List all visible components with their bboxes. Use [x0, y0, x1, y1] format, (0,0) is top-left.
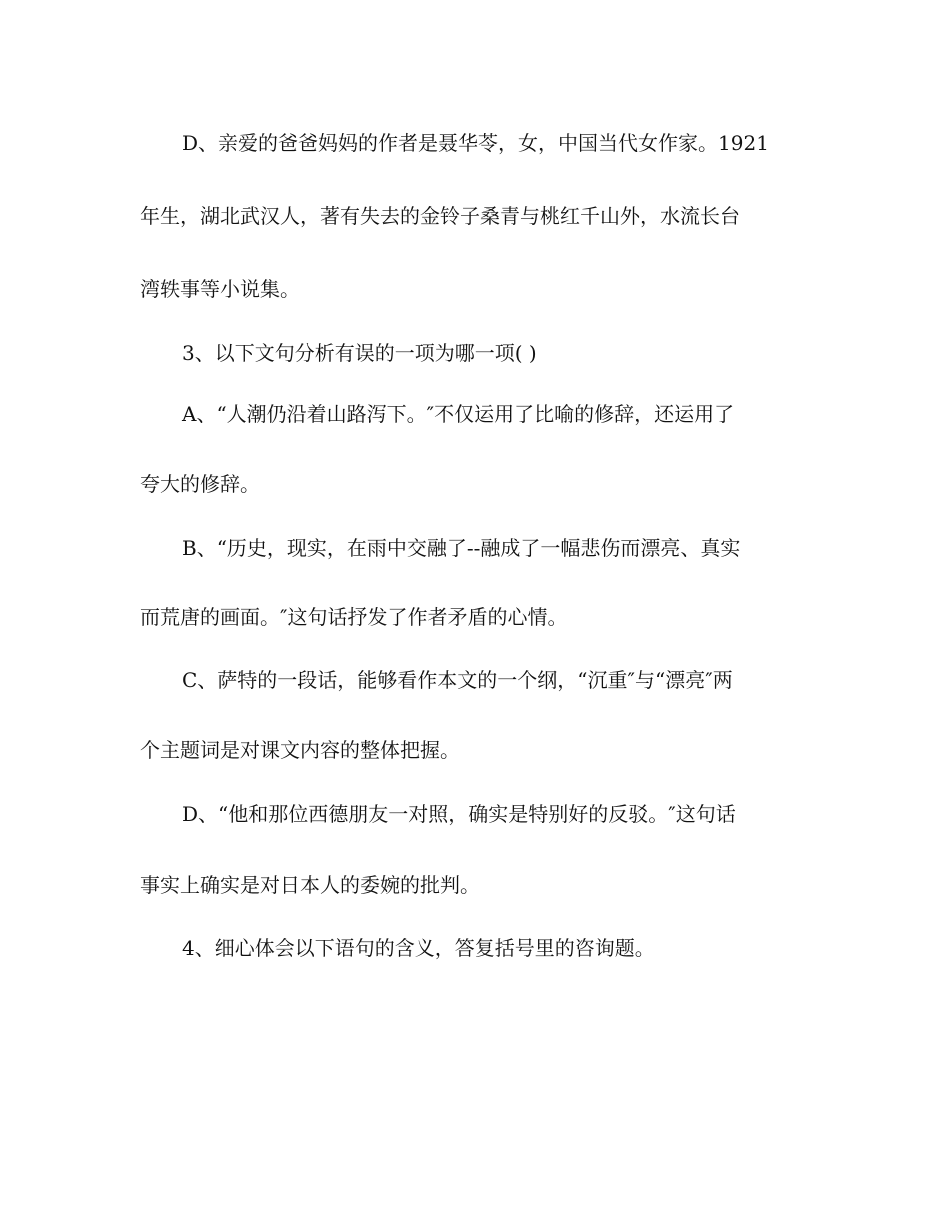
option-d-line-1: D、亲爱的爸爸妈妈的作者是聂华苓，女，中国当代女作家。1921 [182, 131, 769, 155]
option-a-line-1: A、“人潮仍沿着山路泻下。″不仅运用了比喻的修辞，还运用了 [182, 402, 735, 426]
option-c-line-2: 个主题词是对课文内容的整体把握。 [140, 738, 460, 762]
option-a-line-2: 夸大的修辞。 [140, 472, 260, 496]
option-d-line-3: 湾轶事等小说集。 [140, 277, 300, 301]
question-3-line: 3、以下文句分析有误的一项为哪一项( ) [182, 341, 537, 365]
option-c-line-1: C、萨特的一段话，能够看作本文的一个纲，“沉重″与“漂亮″两 [182, 668, 733, 692]
option-b-line-1: B、“历史，现实，在雨中交融了--融成了一幅悲伤而漂亮、真实 [182, 536, 741, 560]
option-b-line-2: 而荒唐的画面。″这句话抒发了作者矛盾的心情。 [140, 605, 568, 629]
question-4-line: 4、细心体会以下语句的含义，答复括号里的咨询题。 [182, 936, 655, 960]
option-d2-line-1: D、“他和那位西德朋友一对照，确实是特别好的反驳。″这句话 [182, 802, 736, 826]
option-d2-line-2: 事实上确实是对日本人的委婉的批判。 [140, 873, 480, 897]
option-d-line-2: 年生，湖北武汉人，著有失去的金铃子桑青与桃红千山外，水流长台 [140, 204, 740, 228]
